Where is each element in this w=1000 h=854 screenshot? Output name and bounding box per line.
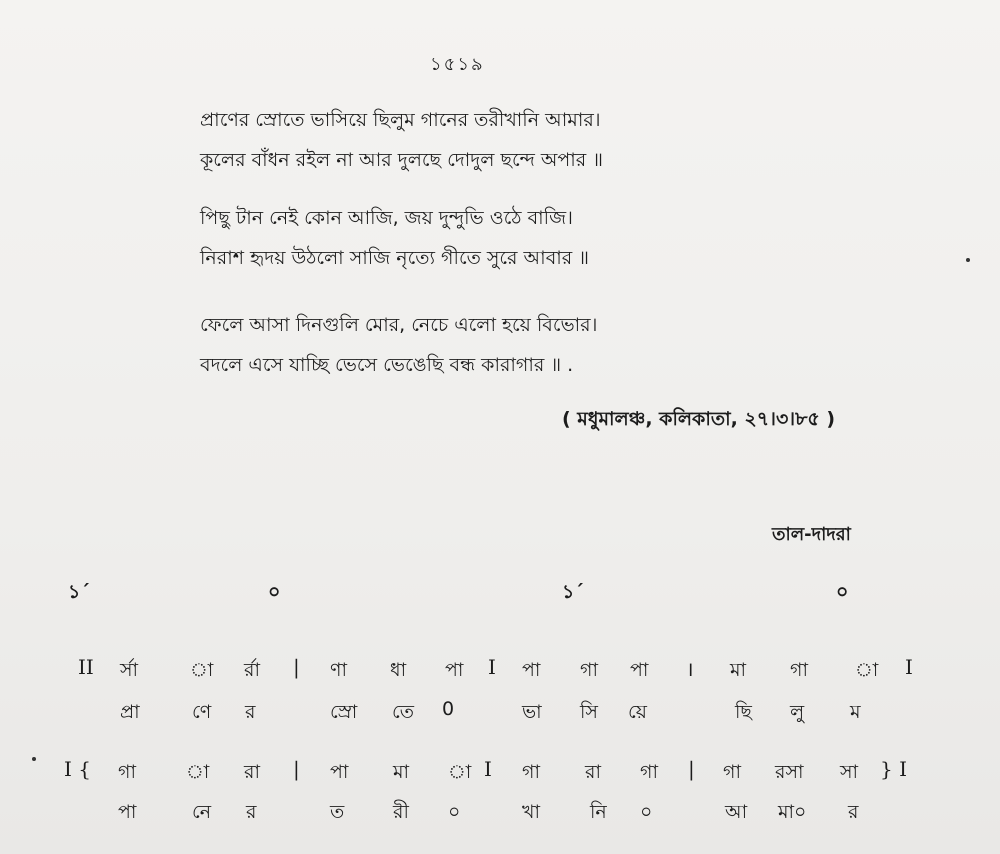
barline-start: II [78, 655, 94, 679]
beat-marker: ১´ [562, 581, 584, 603]
lyric-cell: নি [590, 801, 607, 823]
barline-end: } I [880, 757, 907, 781]
lyric-cell: প্রা [120, 701, 140, 723]
source-citation: ( মধুমালঞ্চ, কলিকাতা, ২৭।৩।৮৫ ) [562, 408, 836, 430]
print-speck [32, 757, 36, 761]
swara-cell: রসা [775, 761, 804, 783]
lyric-cell: লু [790, 701, 805, 723]
swara-cell: া [186, 761, 210, 783]
swara-cell: র্রা [244, 659, 260, 681]
verse-line: পিছু টান নেই কোন আজি, জয় দুন্দুভি ওঠে বাজি। [200, 207, 573, 229]
lyric-cell: 0 [442, 698, 455, 720]
verse-line: নিরাশ হৃদয় উঠলো সাজি নৃত্যে গীতে সুরে আবার ॥ [200, 247, 590, 269]
lyric-cell: র [848, 801, 859, 823]
verse-line: বদলে এসে যাচ্ছি ভেসে ভেঙেছি বন্ধ কারাগার ॥ . [200, 354, 574, 376]
lyric-cell: পা [118, 801, 137, 823]
lyric-cell: য়ে [628, 701, 647, 723]
verse-line: ফেলে আসা দিনগুলি মোর, নেচে এলো হয়ে বিভোর। [200, 314, 598, 336]
lyric-cell: তে [392, 701, 414, 723]
swara-cell: গা [640, 761, 658, 783]
lyric-cell: ণে [192, 701, 212, 723]
swara-cell: পা [445, 659, 464, 681]
swara-cell: রা [244, 761, 260, 783]
lyric-cell: ০ [448, 801, 461, 823]
barline: | [688, 757, 695, 781]
swara-cell: মা [393, 761, 410, 783]
swara-cell: গা [522, 761, 540, 783]
swara-cell: র্সা [120, 659, 139, 681]
lyric-cell: মা০ [778, 801, 807, 823]
page-number: ১৫১৯ [430, 54, 485, 75]
swara-cell: গা [723, 761, 741, 783]
print-speck [966, 258, 970, 262]
lyric-cell: ভা [522, 701, 542, 723]
swara-cell: পা [522, 659, 541, 681]
swara-cell: গা [790, 659, 808, 681]
verse-line: প্রাণের স্রোতে ভাসিয়ে ছিলুম গানের তরীখানি আমার। [200, 109, 601, 131]
swara-cell: পা [630, 659, 649, 681]
lyric-cell: ০ [640, 801, 653, 823]
lyric-cell: খা [522, 801, 540, 823]
swara-cell: ণা [330, 659, 347, 681]
tala-label: তাল-দাদরা [772, 524, 851, 545]
barline: I [488, 655, 496, 679]
swara-cell: মা [730, 659, 747, 681]
lyric-cell: ছি [735, 701, 752, 723]
swara-cell: গা [580, 659, 598, 681]
lyric-cell: আ [725, 801, 748, 823]
lyric-cell: র [245, 701, 256, 723]
barline: । [686, 657, 694, 681]
lyric-cell: ম [850, 701, 861, 723]
lyric-cell: র [246, 801, 257, 823]
lyric-cell: নে [192, 801, 212, 823]
lyric-cell: ত [330, 801, 345, 823]
swara-cell: রা [585, 761, 601, 783]
barline-start: I { [64, 757, 91, 781]
beat-marker: ১´ [68, 581, 90, 603]
barline: I [484, 757, 492, 781]
swara-cell: া [448, 761, 472, 783]
swara-cell: ধা [390, 659, 407, 681]
beat-marker: ০ [836, 581, 849, 603]
lyric-cell: স্রো [330, 701, 358, 723]
lyric-cell: সি [580, 701, 598, 723]
barline-end: I [905, 655, 913, 679]
swara-cell: সা [840, 761, 859, 783]
swara-cell: পা [330, 761, 349, 783]
verse-line: কূলের বাঁধন রইল না আর দুলছে দোদুল ছন্দে অপার ॥ [200, 149, 604, 171]
barline: | [293, 655, 300, 679]
beat-marker: ০ [268, 581, 281, 603]
barline: | [293, 757, 300, 781]
swara-cell: গা [118, 761, 136, 783]
lyric-cell: রী [393, 801, 409, 823]
swara-cell: া [190, 659, 214, 681]
swara-cell: া [855, 659, 879, 681]
